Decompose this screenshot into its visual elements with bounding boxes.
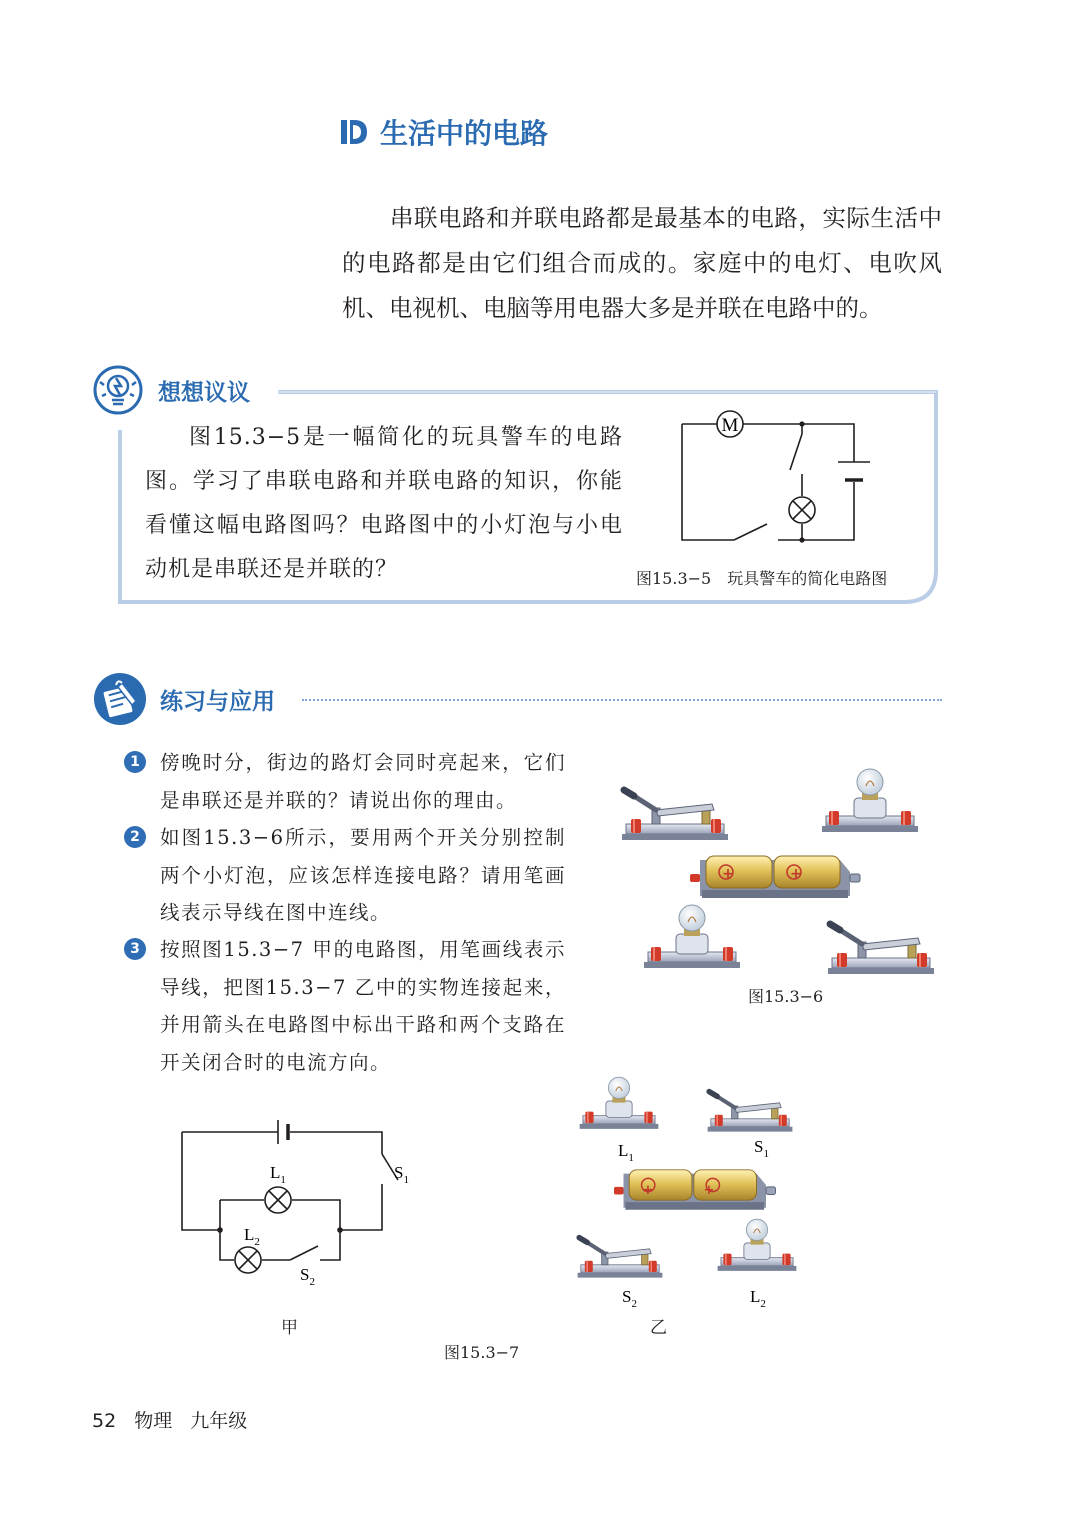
notebook-pencil-icon xyxy=(92,671,148,727)
battery xyxy=(614,1170,776,1210)
battery-plus-mark: + xyxy=(722,866,734,882)
battery-plus-mark: + xyxy=(642,1183,654,1198)
label-S1: $S_1$ xyxy=(394,1163,409,1186)
section-marker-icon xyxy=(340,117,368,147)
switch-S1 xyxy=(708,1092,793,1132)
label-L1: $L_1$ xyxy=(270,1163,286,1186)
page-footer xyxy=(92,1406,265,1433)
figure-15-3-5-caption: 图15.3−5 玩具警车的简化电路图 xyxy=(636,569,888,588)
figure-15-3-7-right-label: 乙 xyxy=(650,1318,667,1338)
dotted-divider xyxy=(302,699,942,701)
junction-dot xyxy=(217,1227,223,1233)
bulb-1 xyxy=(822,769,918,832)
intro-text: 串联电路和并联电路都是最基本的电路，实际生活中的电路都是由它们组合而成的。家庭中的电灯、电吹风机、电视机、电脑等用电器大多是并联在电路中的。 xyxy=(342,204,942,322)
switch-1 xyxy=(622,790,728,840)
label-S2: $S_2$ xyxy=(622,1287,637,1310)
exercise-number-badge: 1 xyxy=(124,751,146,773)
intro-paragraph xyxy=(342,196,942,331)
think-heading: 想想议议 xyxy=(158,379,250,406)
exercise-text: 按照图15.3−7 甲的电路图，用笔画线表示导线，把图15.3−7 乙中的实物连接起来，并用箭头在电路图中标出干路和两个支路在开关闭合时的电流方向。 xyxy=(160,938,566,1074)
motor-symbol xyxy=(717,411,743,437)
think-header xyxy=(92,362,250,418)
police-car-circuit-diagram xyxy=(672,404,872,548)
bulb-2 xyxy=(644,905,740,968)
exercise-number-badge: 3 xyxy=(124,938,146,960)
bulb-L1-symbol xyxy=(265,1187,291,1213)
switch-S2 xyxy=(578,1238,663,1278)
bulb-L2 xyxy=(718,1219,797,1271)
figure-15-3-6-apparatus xyxy=(610,760,940,982)
figure-15-3-6-caption: 图15.3−6 xyxy=(748,987,824,1006)
figure-15-3-7-left-label: 甲 xyxy=(281,1318,298,1338)
bulb-L2-symbol xyxy=(235,1247,261,1273)
switch-2 xyxy=(828,924,934,974)
bulb-symbol xyxy=(789,497,815,523)
label-L1: $L_1$ xyxy=(618,1141,634,1164)
section-heading xyxy=(340,112,548,152)
footer-grade: 九年级 xyxy=(190,1410,248,1432)
exercise-heading: 练习与应用 xyxy=(160,688,275,715)
exercise-header xyxy=(92,670,275,728)
motor-label: M xyxy=(721,415,739,436)
figure-15-3-7-circuit-diagram xyxy=(170,1110,420,1290)
battery-symbol xyxy=(838,462,870,480)
label-L2: $L_2$ xyxy=(244,1225,260,1248)
think-paragraph xyxy=(145,416,623,592)
exercise-number-badge: 2 xyxy=(124,826,146,848)
exercise-text: 傍晚时分，街边的路灯会同时亮起来，它们是串联还是并联的？请说出你的理由。 xyxy=(160,751,566,812)
exercise-item-3 xyxy=(124,931,566,1081)
figure-15-3-7-caption: 图15.3−7 xyxy=(444,1343,520,1362)
junction-dot xyxy=(337,1227,343,1233)
battery-symbol xyxy=(278,1120,288,1144)
section-title: 生活中的电路 xyxy=(380,117,549,150)
battery-plus-mark: + xyxy=(703,1183,715,1198)
exercise-text: 如图15.3−6所示，要用两个开关分别控制两个小灯泡，应该怎样连接电路？请用笔画线表示导线在图中连线。 xyxy=(160,826,566,924)
label-L2: $L_2$ xyxy=(750,1287,766,1310)
battery-plus-mark: + xyxy=(790,866,802,882)
footer-subject: 物理 xyxy=(134,1410,173,1432)
label-S1: $S_1$ xyxy=(754,1137,769,1160)
label-S2: $S_2$ xyxy=(300,1265,315,1288)
junction-dot xyxy=(799,537,804,542)
lightbulb-discussion-icon xyxy=(92,364,144,416)
battery xyxy=(690,856,860,898)
figure-15-3-7-apparatus xyxy=(574,1074,806,1314)
think-text: 图15.3−5是一幅简化的玩具警车的电路图。学习了串联电路和并联电路的知识，你能看懂这幅电路图吗？电路图中的小灯泡与小电动机是串联还是并联的？ xyxy=(145,425,623,582)
page-number: 52 xyxy=(92,1410,117,1432)
exercise-item-2 xyxy=(124,819,566,932)
exercise-item-1 xyxy=(124,744,566,819)
junction-dot xyxy=(799,421,804,426)
bulb-L1 xyxy=(580,1077,659,1129)
